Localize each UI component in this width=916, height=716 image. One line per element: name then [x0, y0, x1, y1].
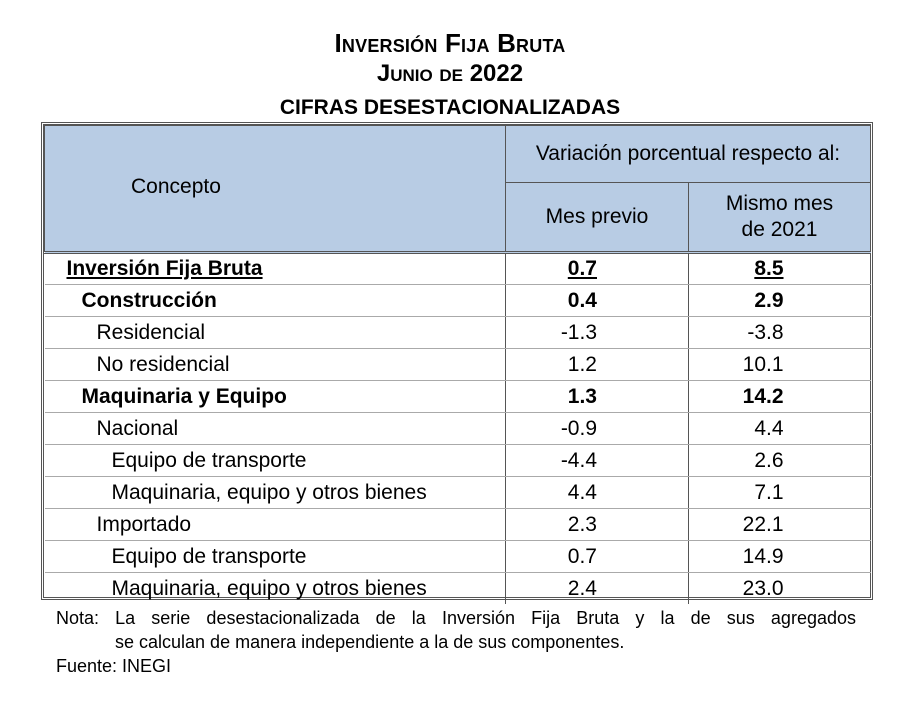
row-label: Construcción [45, 285, 506, 317]
row-label: Nacional [45, 413, 506, 445]
row-same: 2.6 [689, 445, 871, 477]
row-prev: 0.7 [506, 253, 689, 285]
table-row [45, 445, 871, 477]
footnote-line-1: Nota: La serie desestacionalizada de la Inversión Fija Bruta y la de sus agregados [56, 608, 856, 628]
row-same: 8.5 [689, 253, 871, 285]
page-title: Inversión Fija Bruta [334, 28, 566, 58]
row-label: Maquinaria y Equipo [45, 381, 506, 413]
row-prev: 1.2 [506, 349, 689, 381]
row-same: 14.2 [689, 381, 871, 413]
row-label: Inversión Fija Bruta [45, 253, 506, 285]
table-row [45, 349, 871, 381]
row-prev: -1.3 [506, 317, 689, 349]
row-prev: -0.9 [506, 413, 689, 445]
row-same: 10.1 [689, 349, 871, 381]
row-prev: 0.7 [506, 541, 689, 573]
header-mismo-mes [689, 183, 871, 253]
table-caption: CIFRAS DESESTACIONALIZADAS [279, 96, 621, 119]
table-row [45, 253, 871, 285]
row-same: 14.9 [689, 541, 871, 573]
row-same: 2.9 [689, 285, 871, 317]
footnote-line-2: se calculan de manera independiente a la de sus componentes. [115, 632, 625, 652]
footnote [56, 606, 856, 654]
header-concepto: Concepto [45, 126, 506, 253]
table-row [45, 541, 871, 573]
table-row [45, 477, 871, 509]
row-same: 7.1 [689, 477, 871, 509]
source-line: Fuente: INEGI [56, 656, 172, 676]
page-subtitle: Junio de 2022 [376, 60, 524, 87]
row-same: 4.4 [689, 413, 871, 445]
row-label: Maquinaria, equipo y otros bienes [45, 477, 506, 509]
row-prev: 1.3 [506, 381, 689, 413]
row-label: Equipo de transporte [45, 541, 506, 573]
row-label: Residencial [45, 317, 506, 349]
row-label: Importado [45, 509, 506, 541]
row-label: Equipo de transporte [45, 445, 506, 477]
table-row [45, 413, 871, 445]
row-same: 22.1 [689, 509, 871, 541]
header-mismo-mes-text: Mismo mes de 2021 [725, 192, 834, 241]
row-label: Maquinaria, equipo y otros bienes [111, 576, 427, 600]
row-label: No residencial [45, 349, 506, 381]
row-prev: 4.4 [506, 477, 689, 509]
row-prev: 2.4 [506, 573, 689, 605]
row-prev: -4.4 [506, 445, 689, 477]
header-mes-previo: Mes previo [506, 183, 689, 253]
row-prev: 2.3 [506, 509, 689, 541]
table-row [45, 285, 871, 317]
header-variacion: Variación porcentual respecto al: [506, 126, 871, 183]
table-row [45, 509, 871, 541]
row-same: -3.8 [689, 317, 871, 349]
row-same: 23.0 [689, 573, 871, 605]
row-prev: 0.4 [506, 285, 689, 317]
table-row [45, 381, 871, 413]
data-table [41, 122, 873, 600]
table-row [45, 573, 871, 605]
table-row [45, 317, 871, 349]
